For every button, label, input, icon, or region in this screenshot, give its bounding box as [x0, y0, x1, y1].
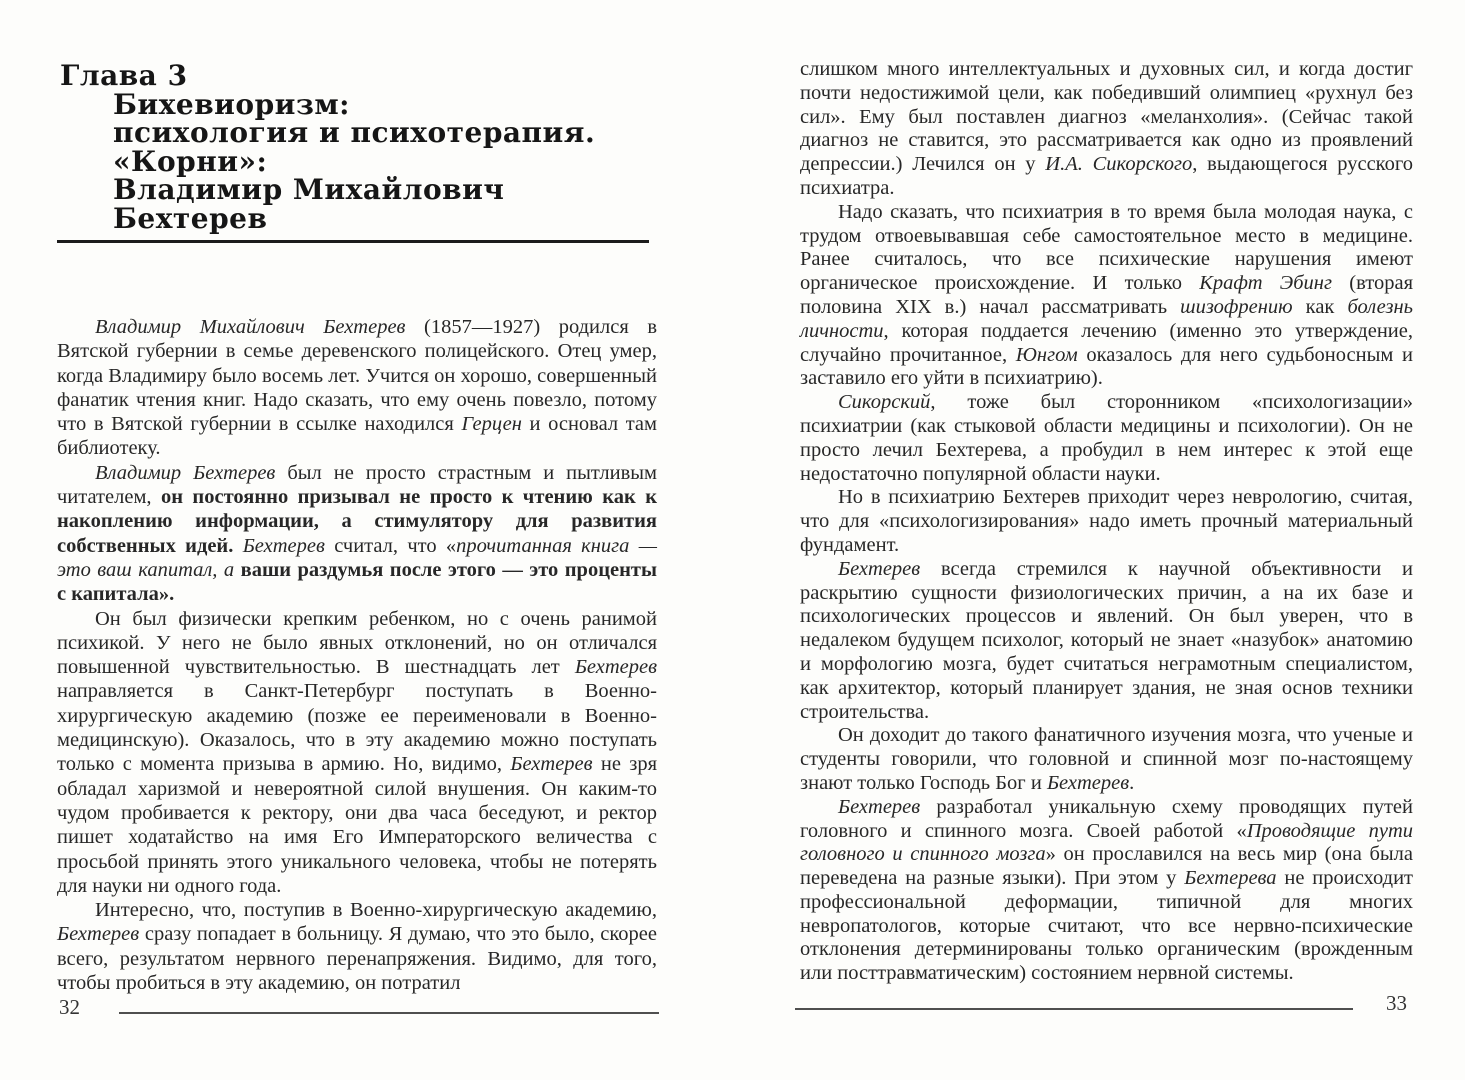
text-run: слишком много интеллектуальных и духовных сил, и когда достиг почти недостижимой цели, как победивший олимпиец «рухнул без сил». Ему был поставлен диагноз «меланхолия». (Сейчас такой диагноз не ставится, это рассматривается как одно из проявлений депрессии.) Лечился он у — [800, 58, 1413, 176]
chapter-title-line: Бихевиоризм: — [113, 87, 350, 121]
text-run: Надо сказать, что психиатрия в то время была молодая наука, с трудом отвоевывавшая себе самостоятельное место в медицине. Ранее считалось, что все психические нарушения имеют органическое происхождение. И только — [800, 200, 1413, 295]
text-run: Крафт Эбинг — [1199, 272, 1332, 295]
text-run: Бехтерев — [1046, 771, 1130, 794]
text-run: Бехтерев — [242, 534, 325, 557]
page-number-right: 33 — [1386, 991, 1407, 1015]
text-run: сразу попадает в больницу. Я думаю, что это было, скорее всего, результатом нервного перенапряжения. Видимо, для того, чтобы пробиться в эту академию, он потратил — [57, 923, 657, 995]
chapter-title — [113, 87, 657, 235]
text-run: и основал там библиотеку. — [57, 413, 657, 460]
paragraph — [800, 391, 1413, 486]
left-page-body-text — [57, 315, 657, 995]
text-run: Юнгом — [1015, 343, 1078, 366]
chapter-number: Глава 3 — [60, 59, 188, 92]
text-run: , тоже был сторонником «психологизации» психиатрии (как стыковой области медицины и психологии). Он не просто лечил Бехтерева, а пробудил в нем интерес к этой еще недостаточно популярной области науки. — [800, 391, 1413, 485]
paragraph — [57, 461, 657, 607]
text-run: Проводящие пути головного и спинного мозга — [800, 819, 1413, 866]
text-run: Бехтерев — [574, 656, 657, 679]
paragraph — [57, 607, 657, 899]
footer-rule-right — [795, 1008, 1353, 1010]
paragraph — [800, 724, 1413, 795]
text-run: ваши раздумья после этого — это проценты с капитала». — [57, 558, 657, 606]
text-run: Герцен — [461, 413, 522, 436]
text-run: И.А. Сикорского — [1045, 153, 1193, 176]
title-divider-rule — [57, 240, 649, 243]
text-run: Бехтерев — [838, 557, 921, 580]
paragraph — [800, 796, 1413, 986]
text-run: был не просто страстным и пытливым читателем, — [57, 461, 657, 509]
text-run: Владимир Михайлович Бехтерев — [95, 316, 406, 338]
text-run: считал, что « — [324, 534, 457, 557]
text-run: Но в психиатрию Бехтерев приходит через неврологию, считая, что для «психологизирования» надо иметь прочный материальный фундамент. — [800, 486, 1413, 556]
text-run: разработал уникальную схему проводящих путей головного и спинного мозга. Своей работой « — [800, 795, 1413, 842]
text-run: , выдающегося русского психиатра. — [800, 153, 1413, 199]
text-run: оказалось для него судьбоносным и заставило его уйти в психиатрию). — [800, 343, 1414, 390]
text-run: Бехтерев — [510, 753, 593, 776]
chapter-title-line: Владимир Михайлович Бехтерев — [113, 173, 505, 235]
chapter-title-line: психология и психотерапия. — [113, 116, 596, 149]
paragraph — [57, 315, 657, 461]
text-run: , которая поддается лечению (именно это утверждение, случайно прочитанное, — [800, 319, 1413, 366]
paragraph — [800, 558, 1413, 725]
text-run: Он был физически крепким ребенком, но с очень ранимой психикой. У него не было явных отклонений, но он отличался повышенной чувствительностью. В шестнадцать лет — [57, 607, 657, 679]
text-run: не зря обладал харизмой и невероятной силой внушения. Он каким-то чудом пробивается к ректору, они два часа беседуют, и ректор пишет ходатайство на имя Его Императорского величества с просьбой принять этого уникального человека, чтобы не потерять для науки ни одного года. — [57, 753, 657, 897]
footer-rule-left — [119, 1012, 659, 1014]
page-left — [57, 0, 657, 1080]
text-run: он постоянно призывал не просто к чтению как к накоплению информации, а стимулятору для развития собственных идей. — [57, 486, 658, 557]
paragraph — [57, 898, 657, 995]
text-run: » он прославился на весь мир (она была переведена на разные языки). При этом у — [800, 843, 1413, 890]
text-run — [233, 535, 242, 557]
text-run: Бехтерев — [838, 795, 921, 818]
text-run: прочитанная книга — это ваш капитал, а — [57, 534, 657, 581]
page-number-left: 32 — [59, 995, 80, 1019]
chapter-title-line: «Корни»: — [113, 144, 268, 178]
text-run: Сикорский — [838, 391, 931, 414]
text-run: как — [1292, 295, 1348, 318]
paragraph — [800, 486, 1413, 557]
text-run: болезнь личности — [800, 295, 1413, 342]
text-run: Интересно, что, поступив в Военно-хирургическую академию, — [95, 899, 657, 922]
text-run: направляется в Санкт-Петербург поступать в Военно-хирургическую академию (позже ее переименовали в Военно-медицинскую). Оказалось, что в эту академию можно поступать только с момента призыва в армию. Но, видимо, — [57, 680, 657, 776]
text-run: . — [1129, 771, 1135, 794]
paragraph — [800, 201, 1413, 391]
chapter-heading — [57, 59, 657, 235]
text-run: (вторая половина XIX в.) начал рассматривать — [800, 272, 1413, 318]
text-run: шизофрению — [1180, 295, 1293, 318]
text-run: (1857—1927) родился в Вятской губернии в семье деревенского полицейского. Отец умер, когда Владимиру было восемь лет. Учится он хорошо, совершенный фанатик чтения книг. Надо сказать, что ему очень повезло, потому что в Вятской губернии в ссылке находился — [57, 316, 657, 436]
text-run: не происходит профессиональной деформации, типичной для многих невропатологов, которые считают, что все нервно-психические отклонения детерминированы только органическим (врожденным или посттравматическим) состоянием нервной системы. — [800, 867, 1414, 985]
text-run: всегда стремился к научной объективности и раскрытию сущности физиологических причин, а на их базе и психологических процессов и явлений. Он был уверен, что в недалеком будущем психолог, который не знает «назубок» анатомию и морфологию мозга, будет считаться неграмотным специалистом, как архитектор, который планирует здания, не зная основ техники строительства. — [800, 557, 1413, 723]
page-right — [800, 0, 1413, 1080]
paragraph — [800, 58, 1413, 201]
text-run: Он доходит до такого фанатичного изучения мозга, что ученые и студенты говорили, что головной и спинной мозг по-настоящему знают только Господь Бог и — [800, 724, 1413, 794]
text-run: Бехтерев — [57, 923, 140, 946]
text-run: Владимир Бехтерев — [95, 461, 276, 484]
text-run: Бехтерева — [1184, 867, 1277, 890]
right-page-body-text — [800, 58, 1413, 986]
